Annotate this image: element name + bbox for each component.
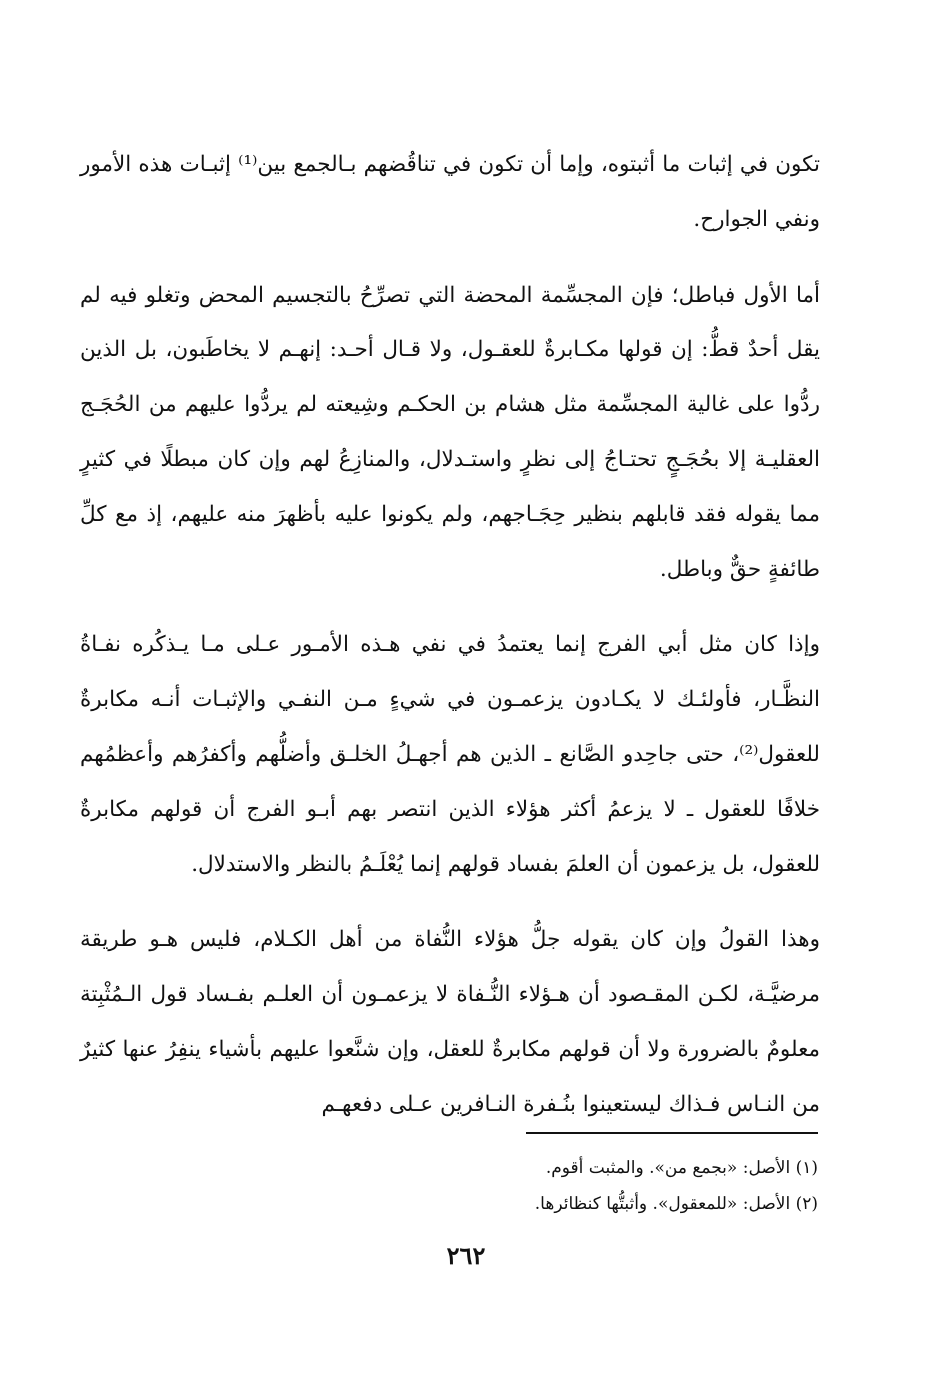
main-text bbox=[80, 138, 820, 1133]
paragraph-2: أما الأول فباطل؛ فإن المجسِّمة المحضة التي تصرِّحُ بالتجسيم المحض وتغلو فيه لم يقل أحدٌ قطُّ: إن قولها مكـابرةٌ للعقـول، ولا قـال أحـد: إنهـم لا يخاطَبون، بل الذين ردُّوا على غالية المجسِّمة مثل هشام بن الحكـم وشِيعته لم يردُّوا عليهم من الحُجَـج العقليـة إلا بحُجَـجٍ تحتـاجُ إلى نظرٍ واستـدلال، والمنازِعُ لهم وإن كان مبطلًا في كثيرٍ مما يقوله فقد قابلهم بنظير حِجَـاجهم، ولم يكونوا عليه بأظهرَ منه عليهم، إذ مع كلِّ طائفةٍ حقٌّ وباطل. bbox=[80, 282, 820, 582]
footnotes bbox=[300, 1150, 818, 1222]
footnote-2: (٢) الأصل: «للمعقول». وأثبتُّها كنظائرها. bbox=[534, 1194, 818, 1214]
paragraph-3: وإذا كان مثل أبي الفرج إنما يعتمدُ في نفي هـذه الأمـور عـلى مـا يـذكُره نفـاةُ النظَّـار، فأولئـك لا يكـادون يزعمـون في شيءٍ مـن النفـي والإثبـات أنـه مكابرةٌ للعقول⁽²⁾، حتى جاحِدو الصَّانع ـ الذين هم أجهـلُ الخلـق وأضلُّهم وأكفرُهم وأعظمُهم خلافًا للعقول ـ لا يزعمُ أكثر هؤلاء الذين انتصر بهم أبـو الفرج أن قولهم مكابرةٌ للعقول، بل يزعمون أن العلمَ بفساد قولهم إنما يُعْلَـمُ بالنظر والاستدلال. bbox=[80, 632, 820, 877]
paragraph-1: تكون في إثبات ما أثبتوه، وإما أن تكون في تناقُضهم بـالجمع بين⁽¹⁾ إثبـات هذه الأمور ونفي الجوارح. bbox=[80, 152, 820, 232]
footnote-divider bbox=[526, 1132, 818, 1134]
footnote-1: (١) الأصل: «بجمع من». والمثبت أقوم. bbox=[545, 1158, 818, 1178]
paragraph-4: وهذا القولُ وإن كان يقوله جلُّ هؤلاء النُّفاة من أهل الكـلام، فليس هـو طريقة مرضيَّـة، لكـن المقـصود أن هـؤلاء النُّـفاة لا يزعمـون أن العلـم بفـساد قول الـمُثْبِتة معلومٌ بالضرورة ولا أن قولهم مكابرةٌ للعقل، وإن شنَّعوا عليهم بأشياء ينفِرُ عنها كثيرٌ من النـاس فـذاك ليستعينوا بنُـفرة النـافرين عـلى دفعهـم bbox=[80, 927, 820, 1117]
page-number: ٢٦٢ bbox=[446, 1241, 486, 1270]
